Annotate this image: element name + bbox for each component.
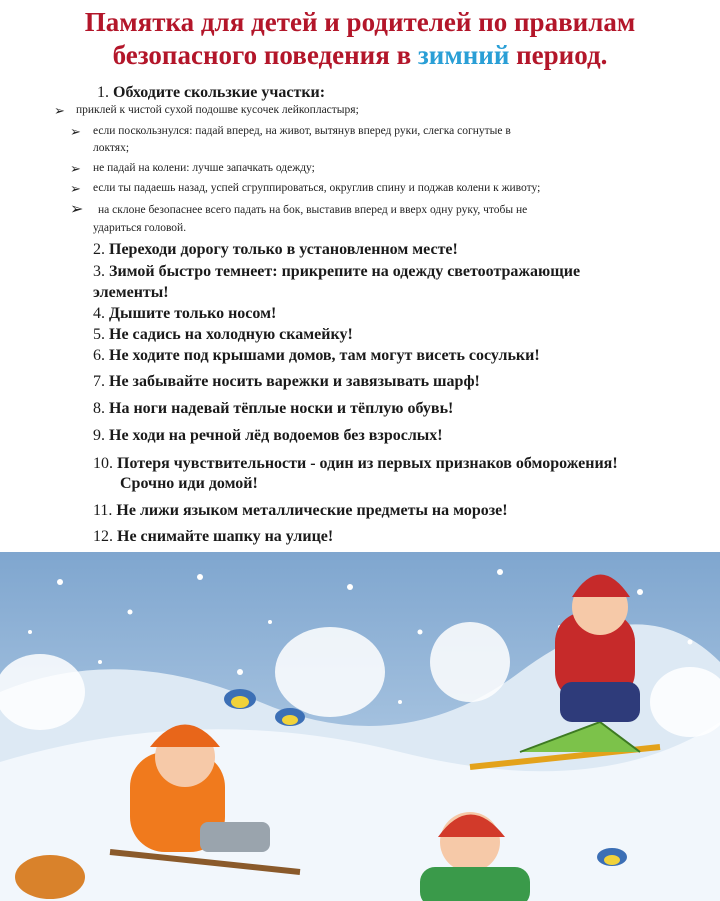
rule-10-continuation: Срочно иди домой!	[120, 475, 258, 492]
page-title	[0, 6, 720, 72]
rule-6: 6. Не ходите под крышами домов, там могут висеть сосульки!	[93, 347, 540, 364]
sub-item-continuation: локтях;	[93, 142, 130, 154]
arrow-bullet-icon: ➢	[70, 161, 81, 176]
rule-10: 10. Потеря чувствительности - один из первых признаков обморожения!	[93, 455, 618, 472]
dog	[15, 855, 85, 899]
winter-illustration	[0, 552, 720, 901]
title-line-2	[0, 39, 720, 72]
title-line-2-end: период.	[509, 40, 608, 70]
arrow-bullet-icon: ➢	[54, 103, 65, 118]
title-line-2-start: безопасного поведения в	[112, 40, 418, 70]
rule-2: 2. Переходи дорогу только в установленном месте!	[93, 241, 458, 258]
sub-item: если поскользнулся: падай вперед, на живот, вытянув вперед руки, слегка согнутые в	[93, 125, 511, 137]
rule-4: 4. Дышите только носом!	[93, 305, 277, 322]
rule-8: 8. На ноги надевай тёплые носки и тёплую обувь!	[93, 400, 454, 417]
winter-scene-svg	[0, 552, 720, 901]
rule-9: 9. Не ходи на речной лёд водоемов без взрослых!	[93, 427, 443, 444]
rule-7: 7. Не забывайте носить варежки и завязывать шарф!	[93, 373, 480, 390]
sub-item: не падай на колени: лучше запачкать одежду;	[93, 162, 315, 174]
rule-5: 5. Не садись на холодную скамейку!	[93, 326, 353, 343]
rule-3-continuation: элементы!	[93, 284, 169, 301]
title-line-1: Памятка для детей и родителей по правилам	[84, 7, 636, 37]
arrow-bullet-icon: ➢	[70, 124, 81, 139]
sub-item: приклей к чистой сухой подошве кусочек лейкопластыря;	[76, 104, 359, 116]
rule-12: 12. Не снимайте шапку на улице!	[93, 528, 334, 545]
sub-item-continuation: удариться головой.	[93, 222, 187, 234]
rule-1: 1. Обходите скользкие участки:	[97, 84, 326, 101]
arrow-bullet-icon: ➢	[70, 181, 81, 196]
rule-3: 3. Зимой быстро темнеет: прикрепите на одежду светоотражающие	[93, 263, 581, 280]
title-accent-word: зимний	[417, 40, 510, 70]
sub-item: если ты падаешь назад, успей сгруппироваться, округлив спину и поджав колени к животу;	[93, 182, 541, 194]
sub-item: на склоне безопаснее всего падать на бок, выставив вперед и вверх одну руку, чтобы не	[98, 204, 528, 216]
arrow-bullet-icon: ➢	[70, 201, 84, 218]
rule-11: 11. Не лижи языком металлические предметы на морозе!	[93, 502, 508, 519]
